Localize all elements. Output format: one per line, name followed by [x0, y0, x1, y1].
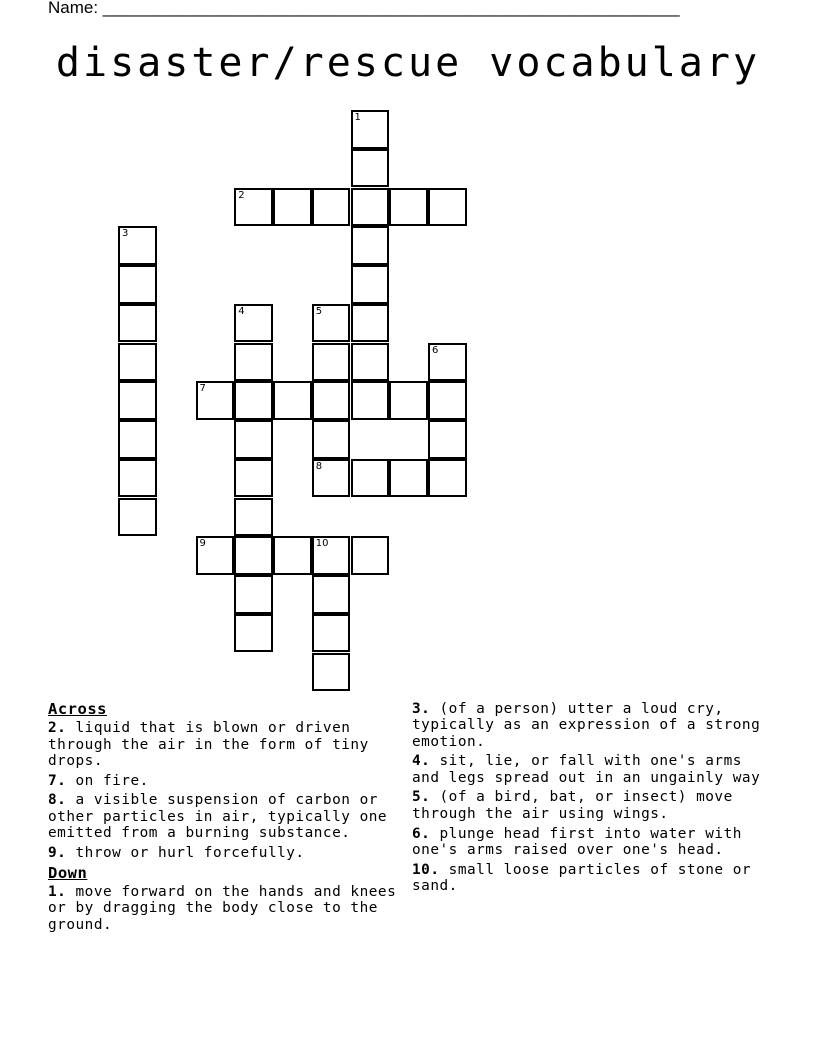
grid-cell[interactable] [351, 343, 390, 382]
grid-cell[interactable] [351, 149, 390, 188]
grid-cell[interactable] [234, 536, 273, 575]
grid-cell[interactable] [273, 536, 312, 575]
name-field[interactable]: Name: _____________________________________________________________ [48, 0, 680, 17]
clue-down-3 [412, 701, 768, 750]
grid-cell[interactable] [351, 304, 390, 343]
grid-cell[interactable] [118, 498, 157, 537]
clue-number: 9. [48, 844, 67, 861]
clue-across-9 [48, 845, 404, 861]
grid-cell[interactable] [428, 343, 467, 382]
cell-number: 4 [238, 305, 245, 317]
grid-cell[interactable] [312, 420, 351, 459]
grid-cell[interactable] [351, 226, 390, 265]
grid-cell[interactable] [351, 188, 390, 227]
cell-number: 5 [315, 305, 323, 317]
clue-text: plunge head first into water with one's arms raised over one's head. [412, 825, 742, 858]
clue-down-4 [412, 753, 768, 786]
grid-cell[interactable] [312, 304, 351, 343]
grid-cell[interactable] [118, 265, 157, 304]
cell-number: 1 [354, 112, 361, 123]
clue-number: 4. [412, 753, 431, 770]
grid-cell[interactable] [273, 381, 312, 420]
grid-cell[interactable] [351, 459, 390, 498]
grid-cell[interactable] [312, 381, 351, 420]
grid-cell[interactable] [389, 381, 428, 420]
clue-text: move forward on the hands and knees or by dragging the body close to the ground. [48, 883, 397, 933]
clue-number: 7. [48, 772, 67, 789]
grid-cell[interactable] [118, 420, 157, 459]
cell-number: 3 [122, 228, 129, 240]
clue-down-5 [412, 789, 768, 822]
grid-cell[interactable] [312, 653, 351, 692]
grid-cell[interactable] [312, 188, 351, 227]
grid-cell[interactable] [234, 498, 273, 537]
cell-number: 6 [432, 344, 439, 356]
down-heading: Down [48, 863, 88, 882]
grid-cell[interactable] [428, 420, 467, 459]
grid-cell[interactable] [389, 188, 428, 227]
grid-cell[interactable] [196, 381, 235, 420]
grid-cell[interactable] [428, 459, 467, 498]
grid-cell[interactable] [118, 381, 157, 420]
clue-text: (of a person) utter a loud cry, typically as an expression of a strong emotion. [412, 701, 761, 750]
grid-cell[interactable] [234, 420, 273, 459]
grid-cell[interactable] [118, 459, 157, 498]
grid-cell[interactable] [234, 459, 273, 498]
clues-left-column [48, 701, 404, 936]
clue-across-7 [48, 773, 404, 789]
grid-cell[interactable] [312, 343, 351, 382]
clue-across-2 [48, 720, 404, 769]
grid-cell[interactable] [118, 343, 157, 382]
grid-cell[interactable] [351, 536, 390, 575]
clues-right-column [412, 701, 768, 898]
grid-cell[interactable] [351, 265, 390, 304]
grid-cell[interactable] [234, 304, 273, 343]
grid-cell[interactable] [196, 536, 235, 575]
grid-cell[interactable] [312, 575, 351, 614]
grid-cell[interactable] [273, 188, 312, 227]
grid-cell[interactable] [389, 459, 428, 498]
grid-cell[interactable] [428, 381, 467, 420]
grid-cell[interactable] [234, 188, 273, 227]
cell-number: 8 [315, 460, 323, 472]
clue-down-1 [48, 884, 404, 933]
clue-number: 5. [412, 789, 431, 806]
grid-cell[interactable] [118, 226, 157, 265]
grid-cell[interactable] [351, 381, 390, 420]
grid-cell[interactable] [234, 381, 273, 420]
clue-text: liquid that is blown or driven through the air in the form of tiny drops. [48, 720, 369, 769]
grid-cell[interactable] [312, 614, 351, 653]
cell-number: 2 [238, 189, 245, 201]
clue-number: 6. [412, 825, 431, 842]
clue-text: a visible suspension of carbon or other particles in air, typically one emitted from a burning substance. [48, 792, 388, 842]
clue-text: throw or hurl forcefully. [75, 844, 305, 861]
grid-cell[interactable] [234, 614, 273, 653]
clue-number: 3. [412, 701, 431, 717]
clue-across-8 [48, 792, 404, 841]
clue-text: (of a bird, bat, or insect) move through the air using wings. [412, 789, 733, 822]
cell-number: 9 [199, 538, 206, 550]
grid-cell[interactable] [351, 110, 390, 149]
grid-cell[interactable] [234, 575, 273, 614]
clue-down-10 [412, 862, 768, 895]
clue-text: on fire. [75, 772, 149, 789]
across-heading: Across [48, 700, 107, 718]
clue-number: 10. [412, 861, 440, 878]
cell-number: 7 [199, 383, 206, 395]
clue-number: 8. [48, 792, 67, 809]
grid-cell[interactable] [312, 459, 351, 498]
clue-number: 2. [48, 720, 67, 737]
clue-number: 1. [48, 883, 67, 900]
grid-cell[interactable] [312, 536, 351, 575]
clue-down-6 [412, 826, 768, 859]
clue-text: sit, lie, or fall with one's arms and legs spread out in an ungainly way [412, 753, 761, 786]
page-title: disaster/rescue vocabulary [55, 40, 761, 86]
grid-cell[interactable] [118, 304, 157, 343]
cell-number: 10 [315, 538, 329, 550]
grid-cell[interactable] [428, 188, 467, 227]
clue-text: small loose particles of stone or sand. [412, 861, 752, 894]
grid-cell[interactable] [234, 343, 273, 382]
